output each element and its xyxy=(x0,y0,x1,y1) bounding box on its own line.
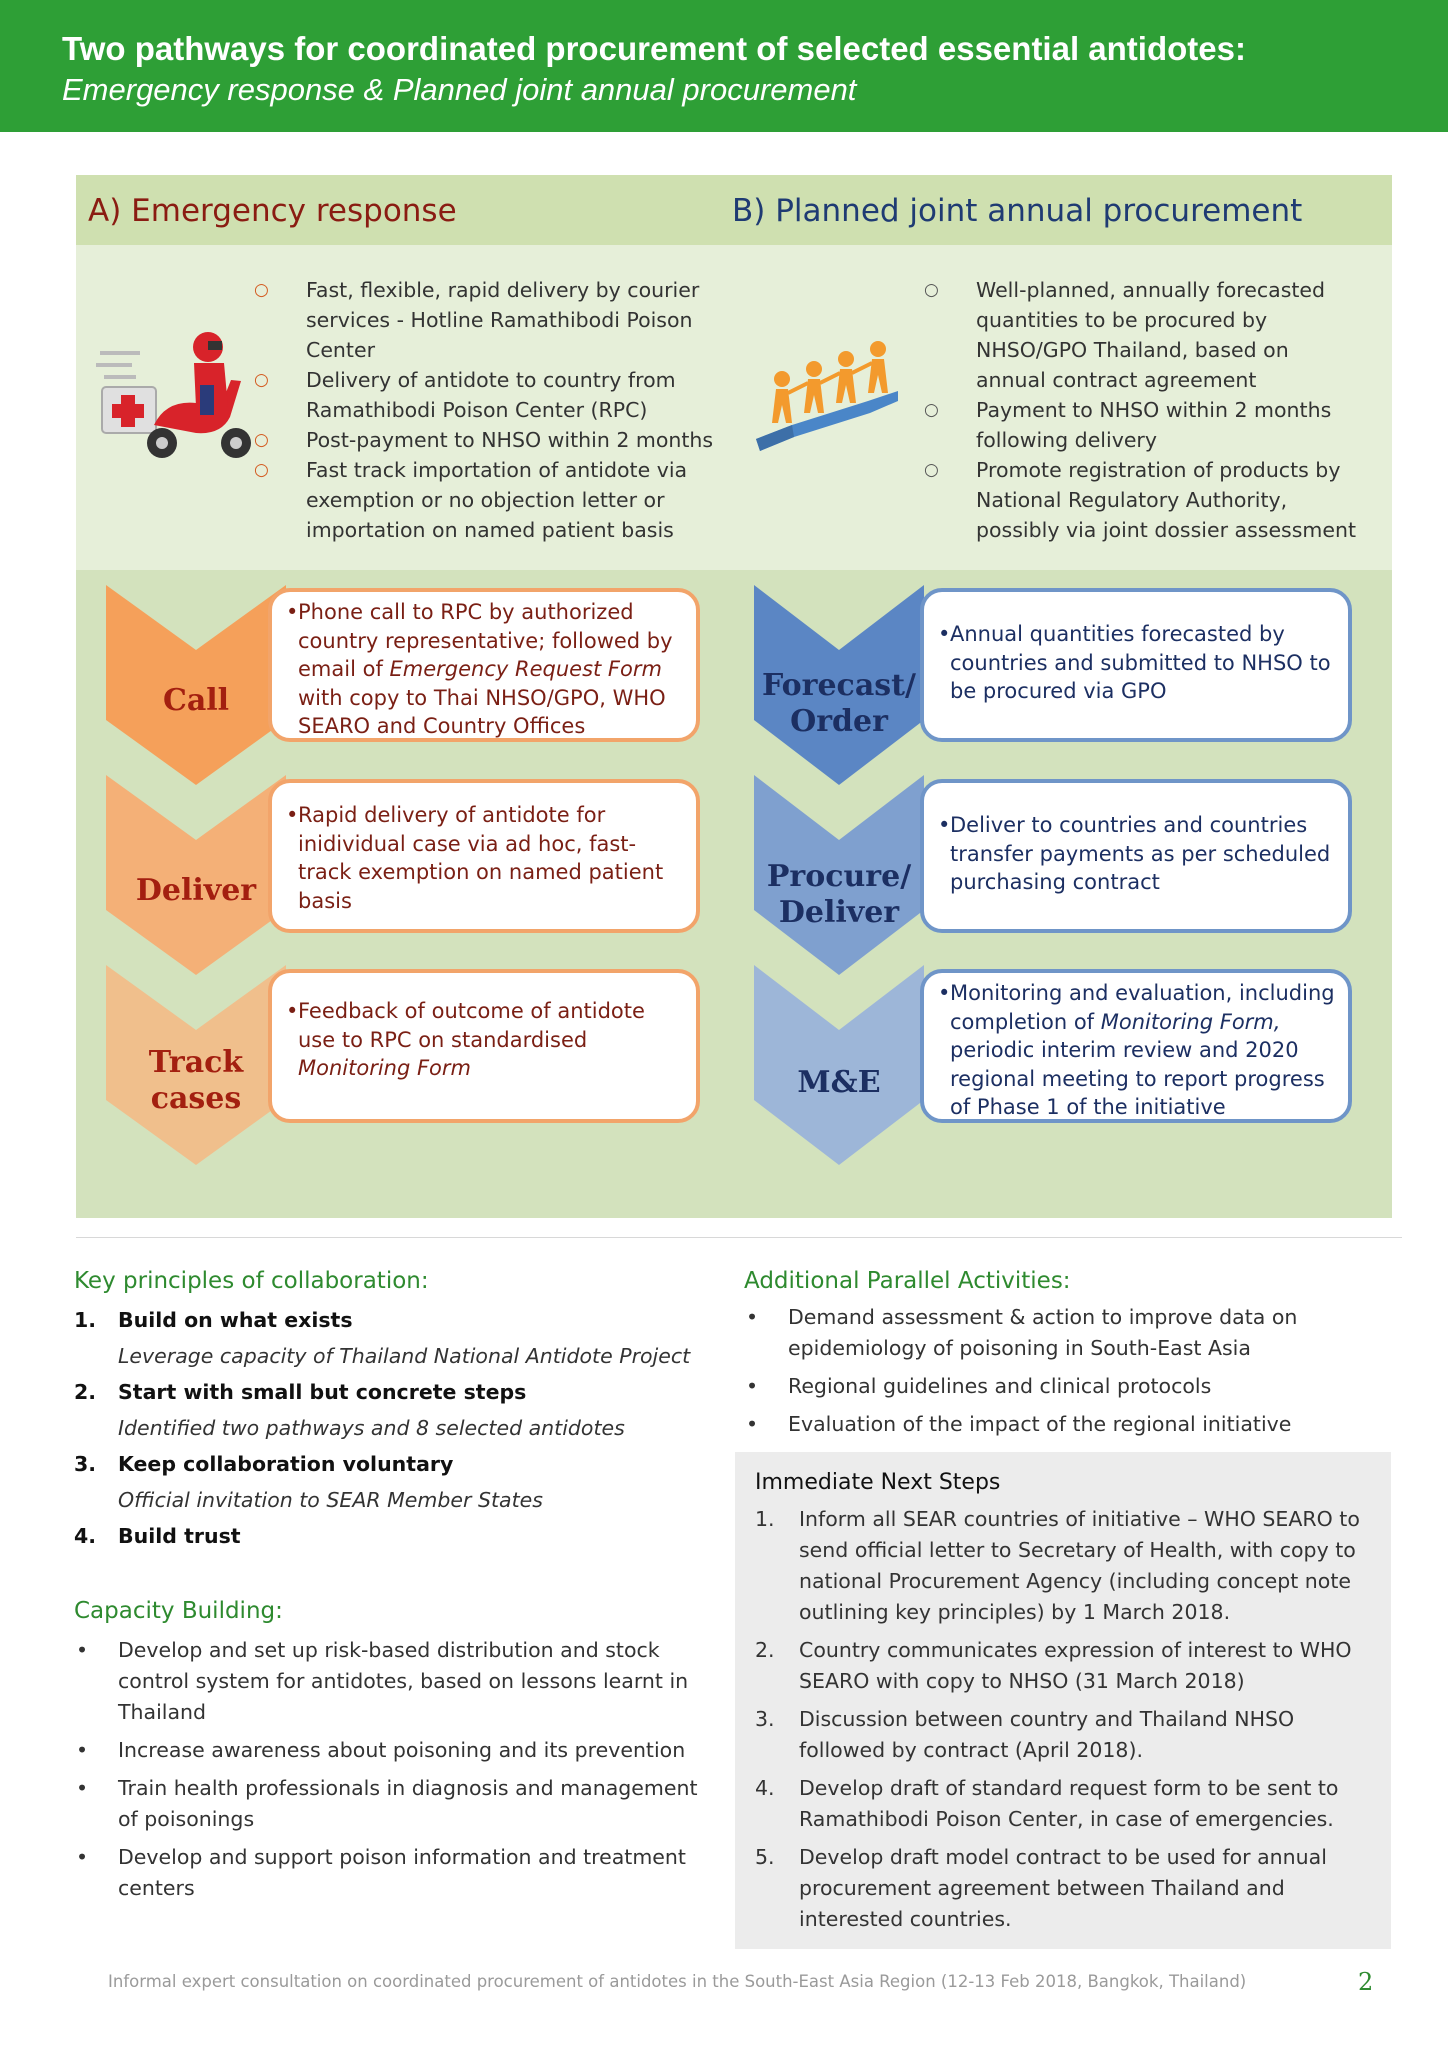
step-m-and-e-box: • Monitoring and evaluation, including completion of Monitoring Form, periodic interim review and 2020 regional meeting to report progress of Phase 1 of the initiative xyxy=(920,969,1352,1123)
next-steps-title: Immediate Next Steps xyxy=(755,1470,1001,1495)
list-item: ○ Delivery of antidote to country from Ramathibodi Poison Center (RPC) xyxy=(254,368,676,422)
section-divider xyxy=(76,1237,1402,1238)
parallel-activities-title: Additional Parallel Activities: xyxy=(744,1268,1071,1294)
list-item: ○ Promote registration of products by National Regulatory Authority, possibly via joint dossier assessment xyxy=(924,458,1357,542)
step-procure-deliver-box: • Deliver to countries and countries transfer payments as per scheduled purchasing contract xyxy=(920,779,1352,933)
list-item: • Evaluation of the impact of the regional initiative xyxy=(746,1412,1292,1436)
list-item: 2. Country communicates expression of interest to WHO SEARO with copy to NHSO (31 March 2018) xyxy=(755,1638,1352,1693)
next-steps-list xyxy=(755,1504,1375,1942)
list-item: ○ Payment to NHSO within 2 months following delivery xyxy=(924,398,1332,452)
parallel-activities-list xyxy=(744,1302,1384,1447)
step-call-label: Call xyxy=(162,683,230,718)
pathway-a-bullets xyxy=(254,275,724,545)
page-title: Two pathways for coordinated procurement of selected essential antidotes: xyxy=(62,30,1246,67)
list-item: • Train health professionals in diagnosis and management of poisonings xyxy=(76,1776,698,1831)
step-forecast-order-label: Forecast/ Order xyxy=(762,668,916,739)
step-deliver-label: Deliver xyxy=(135,873,257,908)
list-item: 3. Discussion between country and Thailand NHSO followed by contract (April 2018). xyxy=(755,1707,1295,1762)
pathway-a-title: A) Emergency response xyxy=(88,193,457,229)
step-procure-deliver-label: Procure/ Deliver xyxy=(766,859,912,930)
step-forecast-order-box: • Annual quantities forecasted by countries and submitted to NHSO to be procured via GPO xyxy=(920,588,1352,742)
list-item: ○ Post-payment to NHSO within 2 months xyxy=(254,428,714,452)
page-subtitle: Emergency response & Planned joint annual procurement xyxy=(62,72,857,107)
next-steps-box xyxy=(735,1452,1391,1949)
step-track-cases-box: • Feedback of outcome of antidote use to RPC on standardised Monitoring Form xyxy=(268,969,700,1123)
page-number: 2 xyxy=(1358,1968,1374,1996)
capacity-building-list xyxy=(74,1635,706,1911)
step-track-cases-label: Track cases xyxy=(148,1045,244,1116)
step-deliver-box: • Rapid delivery of antidote for inidividual case via ad hoc, fast-track exemption on named patient basis xyxy=(268,779,700,933)
list-item: • Demand assessment & action to improve data on epidemiology of poisoning in South-East Asia xyxy=(746,1305,1298,1360)
list-item: • Increase awareness about poisoning and its prevention xyxy=(76,1738,686,1762)
pathway-b-bullets xyxy=(924,275,1364,545)
list-item: • Develop and set up risk-based distribution and stock control system for antidotes, based on lessons learnt in Thailand xyxy=(76,1638,689,1724)
delivery-scooter-icon xyxy=(96,325,266,465)
list-item: • Regional guidelines and clinical protocols xyxy=(746,1374,1212,1398)
list-item: 1. Inform all SEAR countries of initiative – WHO SEARO to send official letter to Secretary of Health, with copy to national Procurement Agency (including concept note outlining key principles) by 1 March 2018. xyxy=(755,1507,1360,1624)
step-call-box: • Phone call to RPC by authorized country representative; followed by email of Emergency Request Form with copy to Thai NHSO/GPO, WHO SEARO and Country Offices xyxy=(268,588,700,742)
list-item: ○ Fast track importation of antidote via exemption or no objection letter or importation on named patient basis xyxy=(254,458,688,542)
list-item: ○ Fast, flexible, rapid delivery by courier services - Hotline Ramathibodi Poison Center xyxy=(254,278,700,362)
key-principles-list: 1. Build on what exists Leverage capacity of Thailand National Antidote Project 2. Start with small but concrete steps Identified two pathways and 8 selected antidotes 3. Keep collaboration voluntary Official invitation to SEAR Member States 4. Build trust xyxy=(74,1308,691,1548)
pathways-panel xyxy=(76,175,1392,1218)
page-header xyxy=(0,0,1448,132)
pathway-b-title: B) Planned joint annual procurement xyxy=(732,193,1303,229)
list-item: 4. Develop draft of standard request form to be sent to Ramathibodi Poison Center, in case of emergencies. xyxy=(755,1776,1339,1831)
list-item: • Develop and support poison information and treatment centers xyxy=(76,1845,686,1900)
step-m-and-e-label: M&E xyxy=(797,1065,881,1100)
capacity-building-title: Capacity Building: xyxy=(74,1598,283,1624)
footer-text: Informal expert consultation on coordinated procurement of antidotes in the South-East Asia Region (12-13 Feb 2018, Bangkok, Thailand) xyxy=(108,1972,1247,1991)
key-principles-title: Key principles of collaboration: xyxy=(74,1268,429,1294)
list-item: 5. Develop draft model contract to be used for annual procurement agreement between Thailand and interested countries. xyxy=(755,1845,1327,1931)
list-item: ○ Well-planned, annually forecasted quantities to be procured by NHSO/GPO Thailand, based on annual contract agreement xyxy=(924,278,1326,392)
teamwork-puzzle-icon xyxy=(752,335,902,455)
